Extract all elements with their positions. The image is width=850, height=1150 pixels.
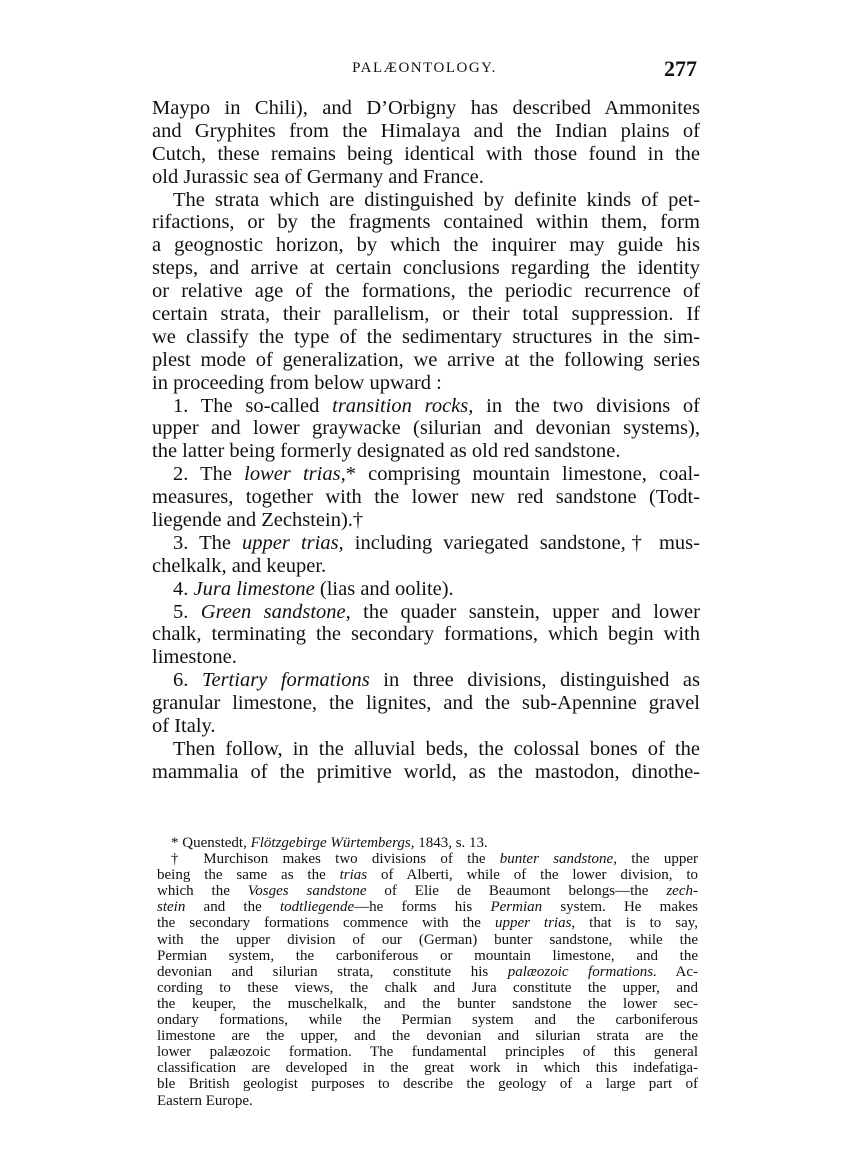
text-segment: in three divisions, distinguished as [369, 669, 701, 692]
italic-text: stein [157, 899, 186, 916]
text-segment: rifactions, or by the fragments contained within them, form [152, 211, 700, 234]
body-line [152, 601, 700, 624]
italic-text: Vosges sandstone [247, 883, 367, 900]
text-segment: of Alberti, while of the lower division, to [367, 867, 698, 884]
footnote-line [157, 932, 698, 948]
text-segment: 5. [173, 600, 201, 623]
body-line [152, 761, 700, 784]
text-segment: the quader sanstein, upper and lower [350, 600, 700, 623]
text-segment: of Elie de Beaumont belongs—the [366, 883, 667, 900]
body-line [152, 578, 700, 601]
text-segment: (lias and oolite). [314, 577, 454, 600]
text-segment: 6. [173, 669, 202, 692]
text-segment: cording to these views, the chalk and Jura constitute the upper, and [157, 979, 698, 996]
body-line [152, 280, 700, 303]
text-segment: the secondary formations commence with the [157, 915, 495, 932]
footnote-line [157, 964, 698, 980]
text-segment: and the [185, 899, 280, 916]
text-segment: —he forms his [354, 899, 491, 916]
text-segment: and Gryphites from the Himalaya and the Indian plains of [152, 119, 700, 142]
footnote-line [157, 1044, 698, 1060]
body-line [152, 211, 700, 234]
text-segment: chelkalk, and keuper. [152, 554, 327, 577]
body-line [152, 257, 700, 280]
text-segment: measures, together with the lower new red sandstone (Todt- [152, 486, 700, 509]
text-segment: granular limestone, the lignites, and the sub-Apennine gravel [152, 692, 700, 715]
footnote-line [157, 851, 698, 867]
text-segment: limestone. [152, 646, 237, 669]
body-line [152, 532, 700, 555]
footnote-line [157, 996, 698, 1012]
body-line [152, 440, 700, 463]
text-segment: old Jurassic sea of Germany and France. [152, 165, 484, 188]
body-line [152, 463, 700, 486]
text-segment: † Murchison makes two divisions of the [171, 851, 500, 868]
text-segment: The strata which are distinguished by definite kinds of pet- [173, 188, 700, 211]
text-segment: of Italy. [152, 715, 216, 738]
text-segment: the keuper, the muschelkalk, and the bunter sandstone the lower sec- [157, 995, 698, 1012]
italic-text: zech- [666, 883, 698, 900]
text-segment: 1843, s. 13. [414, 835, 488, 851]
text-segment: chalk, terminating the secondary formations, which begin with [152, 623, 700, 646]
body-line [152, 326, 700, 349]
text-segment: Permian system, the carboniferous or mountain limestone, and the [157, 947, 698, 964]
text-segment: 4. [173, 577, 194, 600]
footnotes [157, 835, 698, 1109]
body-line [152, 120, 700, 143]
text-segment: limestone are the upper, and the devonian and silurian strata are the [157, 1028, 698, 1045]
text-segment: upper and lower graywacke (silurian and devonian systems), [152, 417, 700, 440]
footnote-line [157, 899, 698, 915]
footnote-line [157, 883, 698, 899]
italic-text: upper trias, [494, 915, 576, 932]
footnote-line [157, 980, 698, 996]
body-line [152, 715, 700, 738]
italic-text: palæozoic formations. [507, 963, 657, 980]
body-line [152, 143, 700, 166]
body-text [152, 97, 700, 784]
text-segment: ble British geologist purposes to describe the geology of a large part of [157, 1076, 698, 1093]
body-line [152, 395, 700, 418]
body-line [152, 303, 700, 326]
body-line [152, 669, 700, 692]
italic-text: upper trias, [242, 531, 344, 554]
page-header [152, 58, 697, 88]
body-line [152, 555, 700, 578]
page-number: 277 [664, 56, 697, 81]
body-line [152, 738, 700, 761]
text-segment: 2. The [173, 463, 245, 486]
italic-text: todtliegende [279, 899, 355, 916]
footnote-line [157, 915, 698, 931]
body-line [152, 349, 700, 372]
footnote-line [157, 867, 698, 883]
italic-text: Jura limestone [193, 577, 315, 600]
text-segment: steps, and arrive at certain conclusions regarding the identity [152, 257, 700, 280]
footnote-line [157, 1012, 698, 1028]
text-segment: classification are developed in the great work in which this indefatiga- [157, 1060, 698, 1077]
text-segment: system. He makes [542, 899, 698, 916]
text-segment: * Quenstedt, [171, 835, 251, 851]
footnote-line [157, 1028, 698, 1044]
text-segment: which the [157, 883, 248, 900]
text-segment: ondary formations, while the Permian system and the carboniferous [157, 1012, 698, 1029]
italic-text: Flötzgebirge Würtembergs, [250, 835, 415, 851]
text-segment: the upper [616, 851, 698, 868]
text-segment: Then follow, in the alluvial beds, the colossal bones of the [173, 737, 700, 760]
body-line [152, 372, 700, 395]
italic-text: bunter sandstone, [499, 851, 617, 868]
running-title: PALÆONTOLOGY. [352, 60, 497, 76]
text-segment: we classify the type of the sedimentary structures in the sim- [152, 325, 700, 348]
italic-text: Permian [490, 899, 543, 916]
body-line [152, 97, 700, 120]
text-segment: mammalia of the primitive world, as the mastodon, dinothe- [152, 760, 700, 783]
body-line [152, 692, 700, 715]
text-segment: or relative age of the formations, the periodic recurrence of [152, 280, 700, 303]
text-segment: devonian and silurian strata, constitute his [157, 963, 508, 980]
text-segment: in proceeding from below upward : [152, 371, 442, 394]
body-line [152, 189, 700, 212]
footnote-line [157, 835, 698, 851]
italic-text: lower trias, [244, 463, 346, 486]
text-segment: Ac- [656, 963, 698, 980]
footnote-line [157, 1060, 698, 1076]
text-segment: Maypo in Chili), and D’Orbigny has described Ammonites [152, 97, 700, 119]
body-line [152, 234, 700, 257]
text-segment: a geognostic horizon, by which the inquirer may guide his [152, 234, 700, 257]
text-segment: with the upper division of our (German) bunter sandstone, while the [157, 931, 698, 948]
text-segment: certain strata, their parallelism, or their total suppression. If [152, 303, 700, 326]
italic-text: Tertiary formations [201, 669, 370, 692]
footnote-line [157, 1093, 698, 1109]
italic-text: Green sandstone, [200, 600, 351, 623]
text-segment: including variegated sandstone,† mus- [343, 531, 700, 554]
body-line [152, 486, 700, 509]
body-line [152, 509, 700, 532]
text-segment: liegende and Zechstein).† [152, 509, 364, 532]
body-line [152, 417, 700, 440]
footnote-line [157, 948, 698, 964]
text-segment: * comprising mountain limestone, coal- [345, 463, 700, 486]
text-segment: lower palæozoic formation. The fundamental principles of this general [157, 1044, 698, 1061]
text-segment: the latter being formerly designated as old red sandstone. [152, 440, 621, 463]
footnote-line [157, 1076, 698, 1092]
body-line [152, 646, 700, 669]
body-line [152, 166, 700, 189]
text-segment: that is to say, [575, 915, 699, 932]
body-line [152, 623, 700, 646]
text-segment: plest mode of generalization, we arrive at the following series [152, 348, 700, 371]
text-segment: in the two divisions of [473, 394, 700, 417]
text-segment: Eastern Europe. [157, 1092, 253, 1109]
italic-text: trias [339, 867, 368, 884]
text-segment: being the same as the [157, 867, 340, 884]
text-segment: 1. The so-called [173, 394, 333, 417]
text-segment: Cutch, these remains being identical with those found in the [152, 142, 700, 165]
italic-text: transition rocks, [332, 394, 474, 417]
text-segment: 3. The [173, 531, 243, 554]
